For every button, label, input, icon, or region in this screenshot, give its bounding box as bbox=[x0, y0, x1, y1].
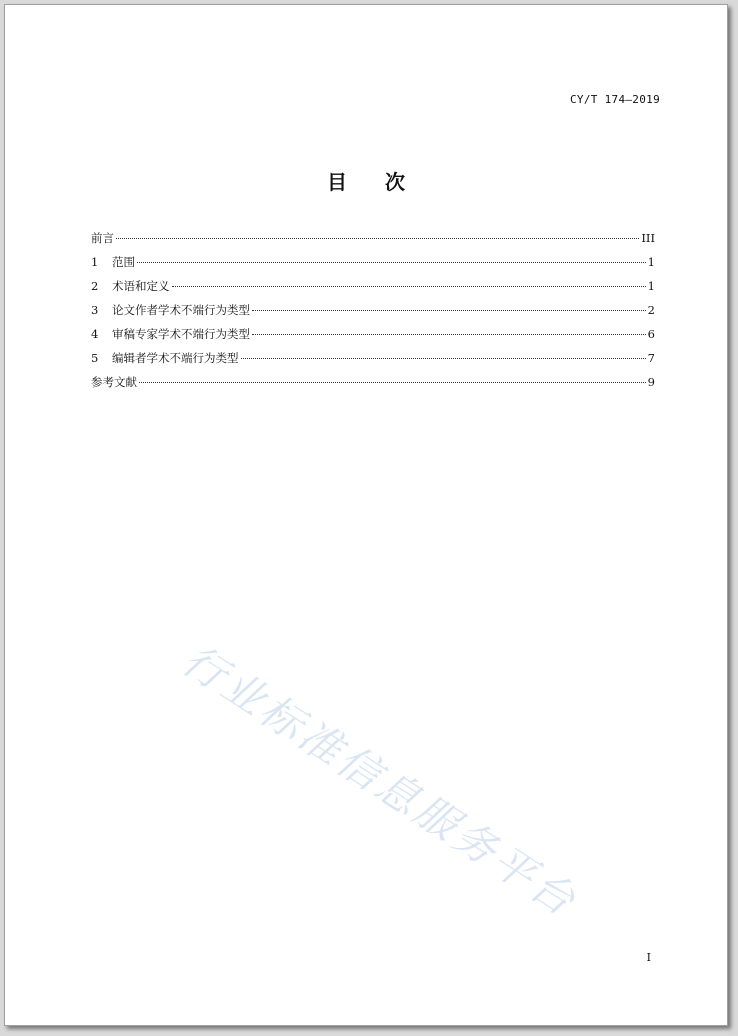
toc-entry-page: 1 bbox=[647, 255, 655, 269]
toc-entry-number: 3 bbox=[91, 303, 99, 317]
toc-entry-number: 1 bbox=[91, 255, 99, 269]
toc-entry-label: 术语和定义 bbox=[112, 279, 170, 293]
toc-entry-foreword[interactable] bbox=[91, 226, 655, 250]
toc-entry-number: 4 bbox=[91, 327, 99, 341]
toc-entry-label: 前言 bbox=[91, 231, 114, 245]
toc-entry-label: 范围 bbox=[112, 255, 135, 269]
toc-entry-label: 编辑者学术不端行为类型 bbox=[112, 351, 239, 365]
toc-entry-page: 2 bbox=[647, 303, 655, 317]
table-of-contents bbox=[91, 226, 655, 394]
title-char-2: 次 bbox=[385, 170, 405, 194]
toc-entry-page: 9 bbox=[647, 375, 655, 389]
toc-entry-terms[interactable] bbox=[91, 274, 655, 298]
toc-leader bbox=[252, 310, 646, 311]
toc-entry-page: 7 bbox=[647, 351, 655, 365]
page-title bbox=[5, 166, 727, 195]
toc-leader bbox=[172, 286, 646, 287]
toc-entry-page: 1 bbox=[647, 279, 655, 293]
toc-entry-label: 参考文献 bbox=[91, 375, 137, 389]
toc-leader bbox=[252, 334, 646, 335]
toc-entry-author-misconduct[interactable] bbox=[91, 298, 655, 322]
toc-entry-page: 6 bbox=[647, 327, 655, 341]
toc-entry-number: 2 bbox=[91, 279, 99, 293]
page-number: I bbox=[646, 951, 651, 964]
toc-entry-references[interactable] bbox=[91, 370, 655, 394]
toc-entry-page: III bbox=[641, 231, 655, 245]
toc-leader bbox=[139, 382, 646, 383]
toc-entry-editor-misconduct[interactable] bbox=[91, 346, 655, 370]
toc-entry-label: 审稿专家学术不端行为类型 bbox=[112, 327, 250, 341]
toc-entry-reviewer-misconduct[interactable] bbox=[91, 322, 655, 346]
document-page bbox=[4, 4, 728, 1026]
toc-entry-scope[interactable] bbox=[91, 250, 655, 274]
toc-leader bbox=[241, 358, 646, 359]
document-code: CY/T 174—2019 bbox=[570, 93, 660, 106]
toc-leader bbox=[116, 238, 639, 239]
watermark: 行业标准信息服务平台 bbox=[173, 635, 587, 927]
title-char-1: 目 bbox=[327, 170, 347, 194]
toc-leader bbox=[137, 262, 646, 263]
toc-entry-label: 论文作者学术不端行为类型 bbox=[112, 303, 250, 317]
toc-entry-number: 5 bbox=[91, 351, 99, 365]
